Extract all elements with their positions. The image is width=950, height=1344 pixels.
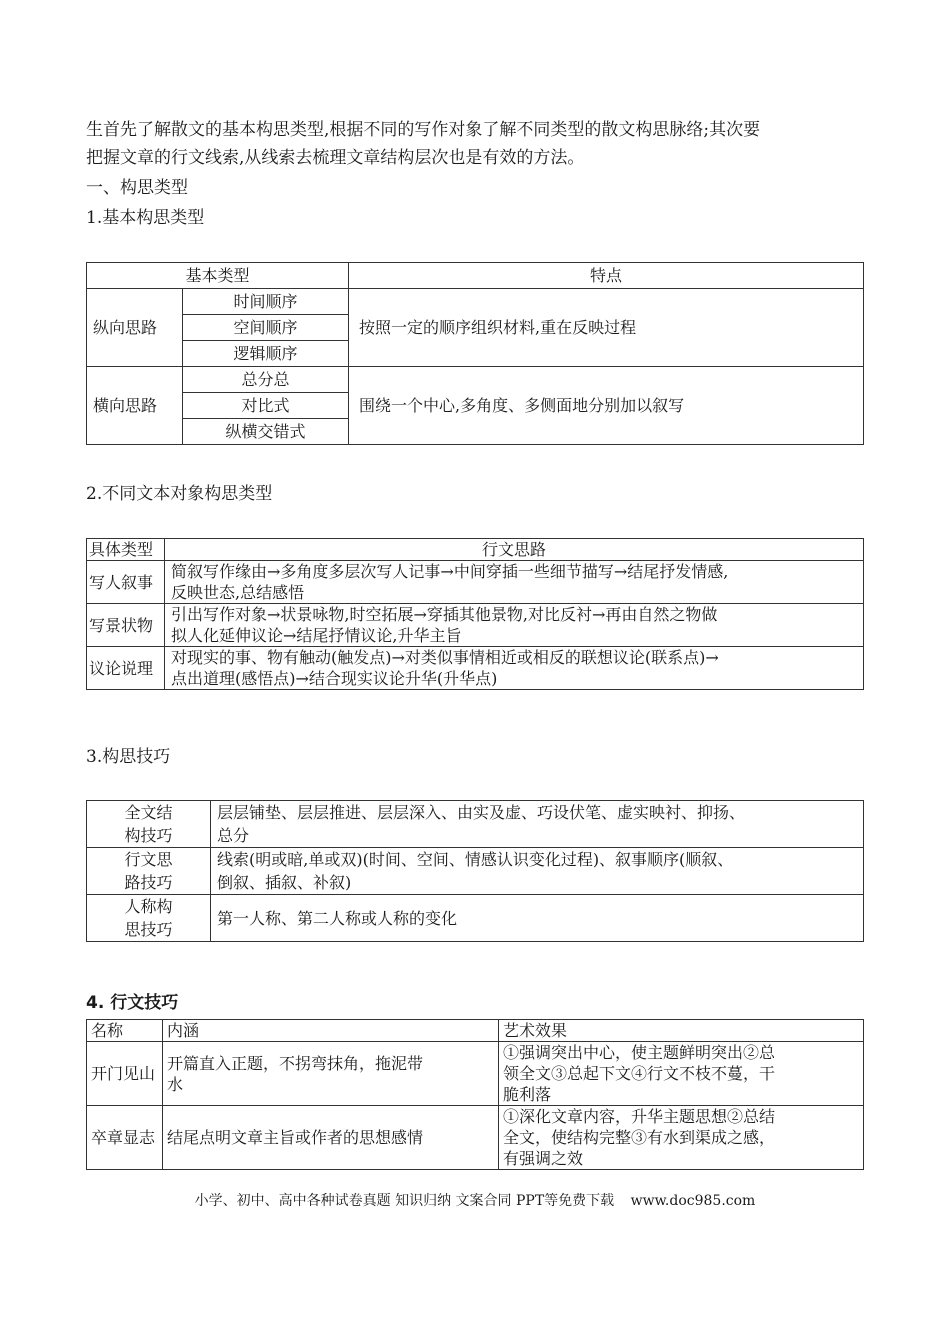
table-row xyxy=(87,1042,864,1106)
skill-name-line: 行文思 xyxy=(124,850,173,869)
effect-line: 全文，使结构完整③有水到渠成之感， xyxy=(503,1128,776,1147)
group-name-vertical: 纵向思路 xyxy=(87,289,183,367)
effect-line: ①强调突出中心，使主题鲜明突出②总 xyxy=(503,1043,776,1062)
technique-name: 开门见山 xyxy=(87,1042,163,1106)
skill-desc-line: 总分 xyxy=(217,826,250,845)
row-idea-line: 简叙写作缘由→多角度多层次写人记事→中间穿插一些细节描写→结尾抒发情感, xyxy=(171,562,729,581)
type-item: 时间顺序 xyxy=(183,289,349,315)
feature-horizontal: 围绕一个中心,多角度、多侧面地分别加以叙写 xyxy=(349,367,864,445)
writing-skills-table xyxy=(86,1019,864,1170)
row-idea-line: 对现实的事、物有触动(触发点)→对类似事情相近或相反的联想议论(联系点)→ xyxy=(171,648,719,667)
effect-line: 领全文③总起下文④行文不枝不蔓，干 xyxy=(503,1064,776,1083)
group-name-horizontal: 横向思路 xyxy=(87,367,183,445)
header-specific-type: 具体类型 xyxy=(87,539,165,561)
header-writing-idea: 行文思路 xyxy=(165,539,864,561)
basic-structure-table xyxy=(86,262,864,445)
meaning-line: 水 xyxy=(167,1074,184,1094)
table-row xyxy=(87,1106,864,1170)
skill-name-line: 构技巧 xyxy=(124,826,173,845)
type-item: 逻辑顺序 xyxy=(183,341,349,367)
table-row xyxy=(87,289,864,315)
skill-name-line: 全文结 xyxy=(124,803,173,822)
skill-name-line: 人称构 xyxy=(124,897,173,916)
skill-desc-line: 线索(明或暗,单或双)(时间、空间、情感认识变化过程)、叙事顺序(顺叙、 xyxy=(217,850,734,869)
header-basic-type: 基本类型 xyxy=(87,263,349,289)
meaning-line: 开篇直入正题，不拐弯抹角，拖泥带 xyxy=(167,1053,424,1073)
table-row xyxy=(87,647,864,690)
header-effect: 艺术效果 xyxy=(499,1020,864,1042)
conception-skills-table xyxy=(86,800,864,942)
feature-vertical: 按照一定的顺序组织材料,重在反映过程 xyxy=(349,289,864,367)
table-header-row xyxy=(87,539,864,561)
skill-desc-line: 倒叙、插叙、补叙) xyxy=(217,873,352,892)
subheading-2: 2.不同文本对象构思类型 xyxy=(86,484,273,504)
type-item: 总分总 xyxy=(183,367,349,393)
intro-paragraph xyxy=(86,116,876,172)
intro-line-1: 生首先了解散文的基本构思类型,根据不同的写作对象了解不同类型的散文构思脉络;其次要 xyxy=(86,120,761,140)
table-header-row xyxy=(87,1020,864,1042)
skill-name-line: 路技巧 xyxy=(124,873,173,892)
table-row xyxy=(87,801,864,848)
effect-line: ①深化文章内容，升华主题思想②总结 xyxy=(503,1107,776,1126)
effect-line: 有强调之效 xyxy=(503,1149,584,1168)
header-feature: 特点 xyxy=(349,263,864,289)
table-row xyxy=(87,367,864,393)
row-idea-line: 拟人化延伸议论→结尾抒情议论,升华主旨 xyxy=(171,626,462,645)
subheading-1: 1.基本构思类型 xyxy=(86,208,205,228)
effect-line: 脆利落 xyxy=(503,1085,552,1104)
type-item: 纵横交错式 xyxy=(183,419,349,445)
row-type: 写景状物 xyxy=(87,604,165,647)
table-row xyxy=(87,895,864,942)
section-heading-1: 一、构思类型 xyxy=(86,178,188,198)
footer-url[interactable]: www.doc985.com xyxy=(630,1193,756,1209)
row-type: 议论说理 xyxy=(87,647,165,690)
skill-name-line: 思技巧 xyxy=(124,920,173,939)
intro-line-2: 把握文章的行文线索,从线索去梳理文章结构层次也是有效的方法。 xyxy=(86,148,585,168)
type-item: 对比式 xyxy=(183,393,349,419)
header-meaning: 内涵 xyxy=(163,1020,499,1042)
row-idea-line: 引出写作对象→状景咏物,时空拓展→穿插其他景物,对比反衬→再由自然之物做 xyxy=(171,605,718,624)
type-item: 空间顺序 xyxy=(183,315,349,341)
meaning-line: 结尾点明文章主旨或作者的思想感情 xyxy=(163,1106,499,1170)
skill-desc-line: 第一人称、第二人称或人称的变化 xyxy=(211,895,864,942)
header-name: 名称 xyxy=(87,1020,163,1042)
table-header-row xyxy=(87,263,864,289)
subheading-4: 4. 行文技巧 xyxy=(86,993,179,1013)
table-row xyxy=(87,604,864,647)
text-type-table xyxy=(86,538,864,690)
table-row xyxy=(87,561,864,604)
skill-desc-line: 层层铺垫、层层推进、层层深入、由实及虚、巧设伏笔、虚实映衬、抑扬、 xyxy=(217,803,746,822)
row-idea-line: 点出道理(感悟点)→结合现实议论升华(升华点) xyxy=(171,669,498,688)
row-idea-line: 反映世态,总结感悟 xyxy=(171,583,305,602)
technique-name: 卒章显志 xyxy=(87,1106,163,1170)
footer-text: 小学、初中、高中各种试卷真题 知识归纳 文案合同 PPT等免费下载 xyxy=(194,1193,615,1209)
table-row xyxy=(87,848,864,895)
row-type: 写人叙事 xyxy=(87,561,165,604)
page-footer xyxy=(0,1190,950,1210)
subheading-3: 3.构思技巧 xyxy=(86,747,171,767)
